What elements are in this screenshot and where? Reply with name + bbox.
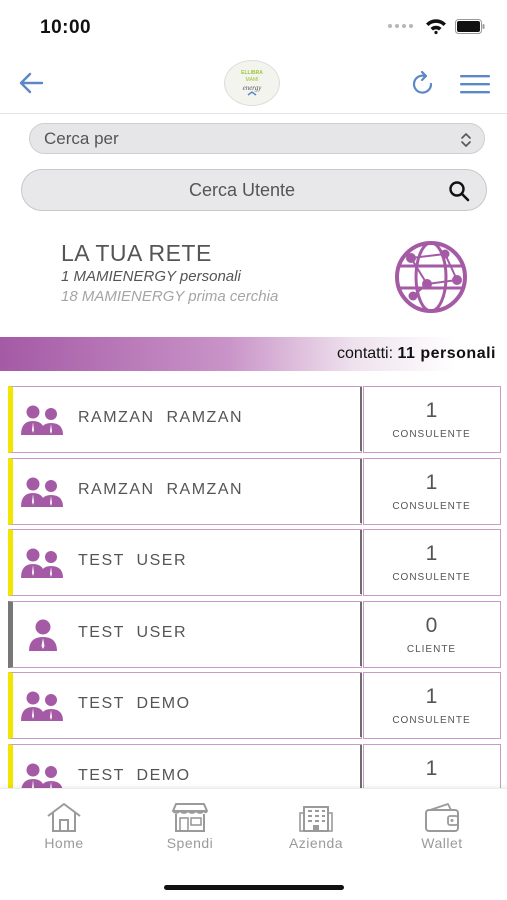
search-by-select[interactable] [29, 123, 485, 154]
refresh-icon [409, 70, 437, 98]
tab-home[interactable] [14, 801, 114, 861]
contact-count: 1 [425, 685, 438, 708]
contact-count: 1 [425, 542, 438, 565]
contact-role: CONSULENTE [392, 429, 471, 440]
status-icons [388, 18, 485, 34]
contact-count: 1 [425, 756, 438, 780]
back-button[interactable] [18, 70, 46, 96]
contact-main-cell[interactable] [8, 529, 362, 596]
chevron-up-down-icon [460, 132, 472, 148]
logo-icon [228, 65, 276, 101]
arrow-left-icon [18, 70, 46, 96]
contact-role: CONSULENTE [392, 500, 471, 512]
contact-row[interactable] [8, 529, 501, 596]
refresh-button[interactable] [409, 70, 437, 98]
user-search-bar [21, 169, 487, 211]
contact-row[interactable] [8, 672, 501, 739]
user-search-input[interactable] [42, 170, 442, 210]
home-icon [44, 801, 84, 833]
row-divider [360, 387, 362, 451]
contact-row[interactable] [8, 386, 501, 453]
contact-role-cell[interactable] [363, 601, 501, 668]
contact-count: 0 [425, 613, 438, 637]
network-personal-count: 1 MAMIENERGY personali [61, 268, 241, 285]
tab-azienda[interactable] [266, 801, 366, 861]
person-icon [19, 618, 67, 652]
contact-role-cell[interactable] [363, 458, 501, 525]
contact-count: 1 [425, 399, 438, 422]
network-first-circle-count: 18 MAMIENERGY prima cerchia [61, 288, 279, 305]
shop-icon [170, 801, 210, 833]
contact-main-cell[interactable] [8, 386, 362, 453]
contact-role-cell[interactable] [363, 529, 501, 596]
battery-icon [455, 19, 485, 34]
tab-spendi-label: Spendi [166, 835, 214, 851]
contact-row[interactable] [8, 601, 501, 668]
building-icon [296, 801, 336, 833]
tab-azienda-label: Azienda [288, 835, 344, 851]
contact-count: 1 [425, 470, 438, 494]
row-divider [360, 673, 362, 737]
group-icon [19, 403, 67, 437]
search-icon[interactable] [448, 180, 470, 202]
status-time: 10:00 [40, 17, 92, 38]
wifi-icon [425, 18, 447, 34]
search-by-label: Cerca per [44, 129, 119, 148]
contact-name: TEST DEMO [78, 766, 191, 784]
svg-text:ELLIBRA: ELLIBRA [241, 70, 263, 76]
contact-list[interactable] [8, 386, 501, 790]
status-bar [0, 0, 507, 52]
contacts-summary-label: contatti: [337, 345, 394, 362]
tab-wallet[interactable] [392, 801, 492, 861]
home-indicator [164, 885, 344, 890]
contact-main-cell[interactable] [8, 601, 362, 668]
tab-home-label: Home [44, 835, 84, 851]
contacts-summary-value: 11 personali [397, 345, 496, 362]
bottom-tab-bar [0, 788, 507, 900]
contact-role-cell[interactable] [363, 386, 501, 453]
hamburger-icon [458, 72, 492, 96]
svg-text:energy: energy [242, 84, 262, 92]
contact-name: TEST USER [78, 623, 187, 641]
contact-name: TEST USER [78, 552, 187, 569]
contact-row[interactable] [8, 458, 501, 525]
contact-name: RAMZAN RAMZAN [78, 480, 244, 498]
row-divider [360, 459, 362, 523]
contact-role-cell[interactable] [363, 672, 501, 739]
app-header [0, 52, 507, 114]
tab-spendi[interactable] [140, 801, 240, 861]
contact-main-cell[interactable] [8, 458, 362, 525]
contact-role: CONSULENTE [392, 715, 471, 726]
contact-name: RAMZAN RAMZAN [78, 409, 244, 426]
row-divider [360, 530, 362, 594]
tab-wallet-label: Wallet [421, 835, 463, 851]
row-divider [360, 602, 362, 666]
contact-main-cell[interactable] [8, 672, 362, 739]
group-icon [19, 546, 67, 580]
signal-icon [388, 24, 413, 28]
app-logo [224, 60, 280, 106]
contact-role: CONSULENTE [392, 572, 471, 583]
network-title: LA TUA RETE [61, 240, 212, 266]
group-icon [19, 689, 67, 723]
wallet-icon [422, 801, 462, 833]
network-globe-icon [387, 240, 475, 314]
contacts-summary [337, 345, 496, 363]
contact-role: CLIENTE [406, 643, 457, 655]
svg-text:MAMI: MAMI [245, 77, 259, 83]
contact-name: TEST DEMO [78, 695, 191, 712]
menu-button[interactable] [458, 72, 492, 96]
contacts-banner [0, 337, 507, 371]
group-icon [19, 475, 67, 509]
